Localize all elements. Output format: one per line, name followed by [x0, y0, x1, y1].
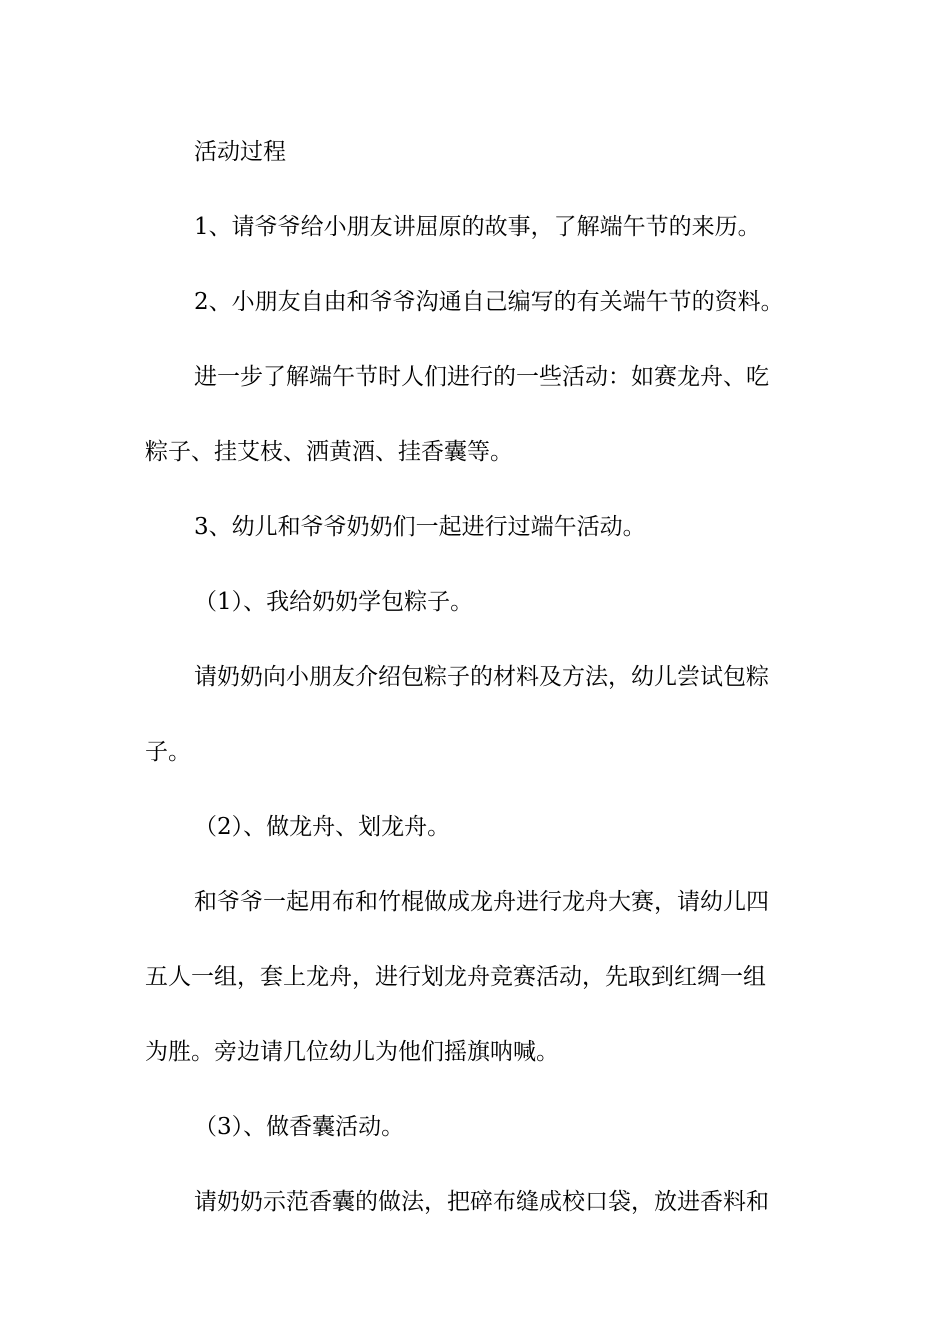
paragraph-line: 粽子、挂艾枝、洒黄酒、挂香囊等。	[145, 439, 513, 465]
paragraph-line: 为胜。旁边请几位幼儿为他们摇旗呐喊。	[145, 1039, 559, 1065]
paragraph-line: 3、幼儿和爷爷奶奶们一起进行过端午活动。	[194, 514, 646, 540]
paragraph-line: 请奶奶向小朋友介绍包粽子的材料及方法，幼儿尝试包粽	[194, 664, 769, 690]
paragraph-line: 和爷爷一起用布和竹棍做成龙舟进行龙舟大赛，请幼儿四	[194, 889, 769, 915]
paragraph-line: 2、小朋友自由和爷爷沟通自己编写的有关端午节的资料。	[194, 289, 784, 315]
paragraph-line: 五人一组，套上龙舟，进行划龙舟竞赛活动，先取到红绸一组	[145, 964, 766, 990]
paragraph-line: 进一步了解端午节时人们进行的一些活动：如赛龙舟、吃	[194, 364, 769, 390]
subheading-line: （1）、我给奶奶学包粽子。	[194, 589, 474, 615]
paragraph-line: 1、请爷爷给小朋友讲屈原的故事，了解端午节的来历。	[194, 214, 761, 240]
subheading-line: （3）、做香囊活动。	[194, 1114, 405, 1140]
section-heading: 活动过程	[194, 139, 286, 165]
subheading-line: （2）、做龙舟、划龙舟。	[194, 814, 451, 840]
paragraph-line: 子。	[145, 739, 191, 765]
paragraph-line: 请奶奶示范香囊的做法，把碎布缝成校口袋，放进香料和	[194, 1189, 769, 1215]
